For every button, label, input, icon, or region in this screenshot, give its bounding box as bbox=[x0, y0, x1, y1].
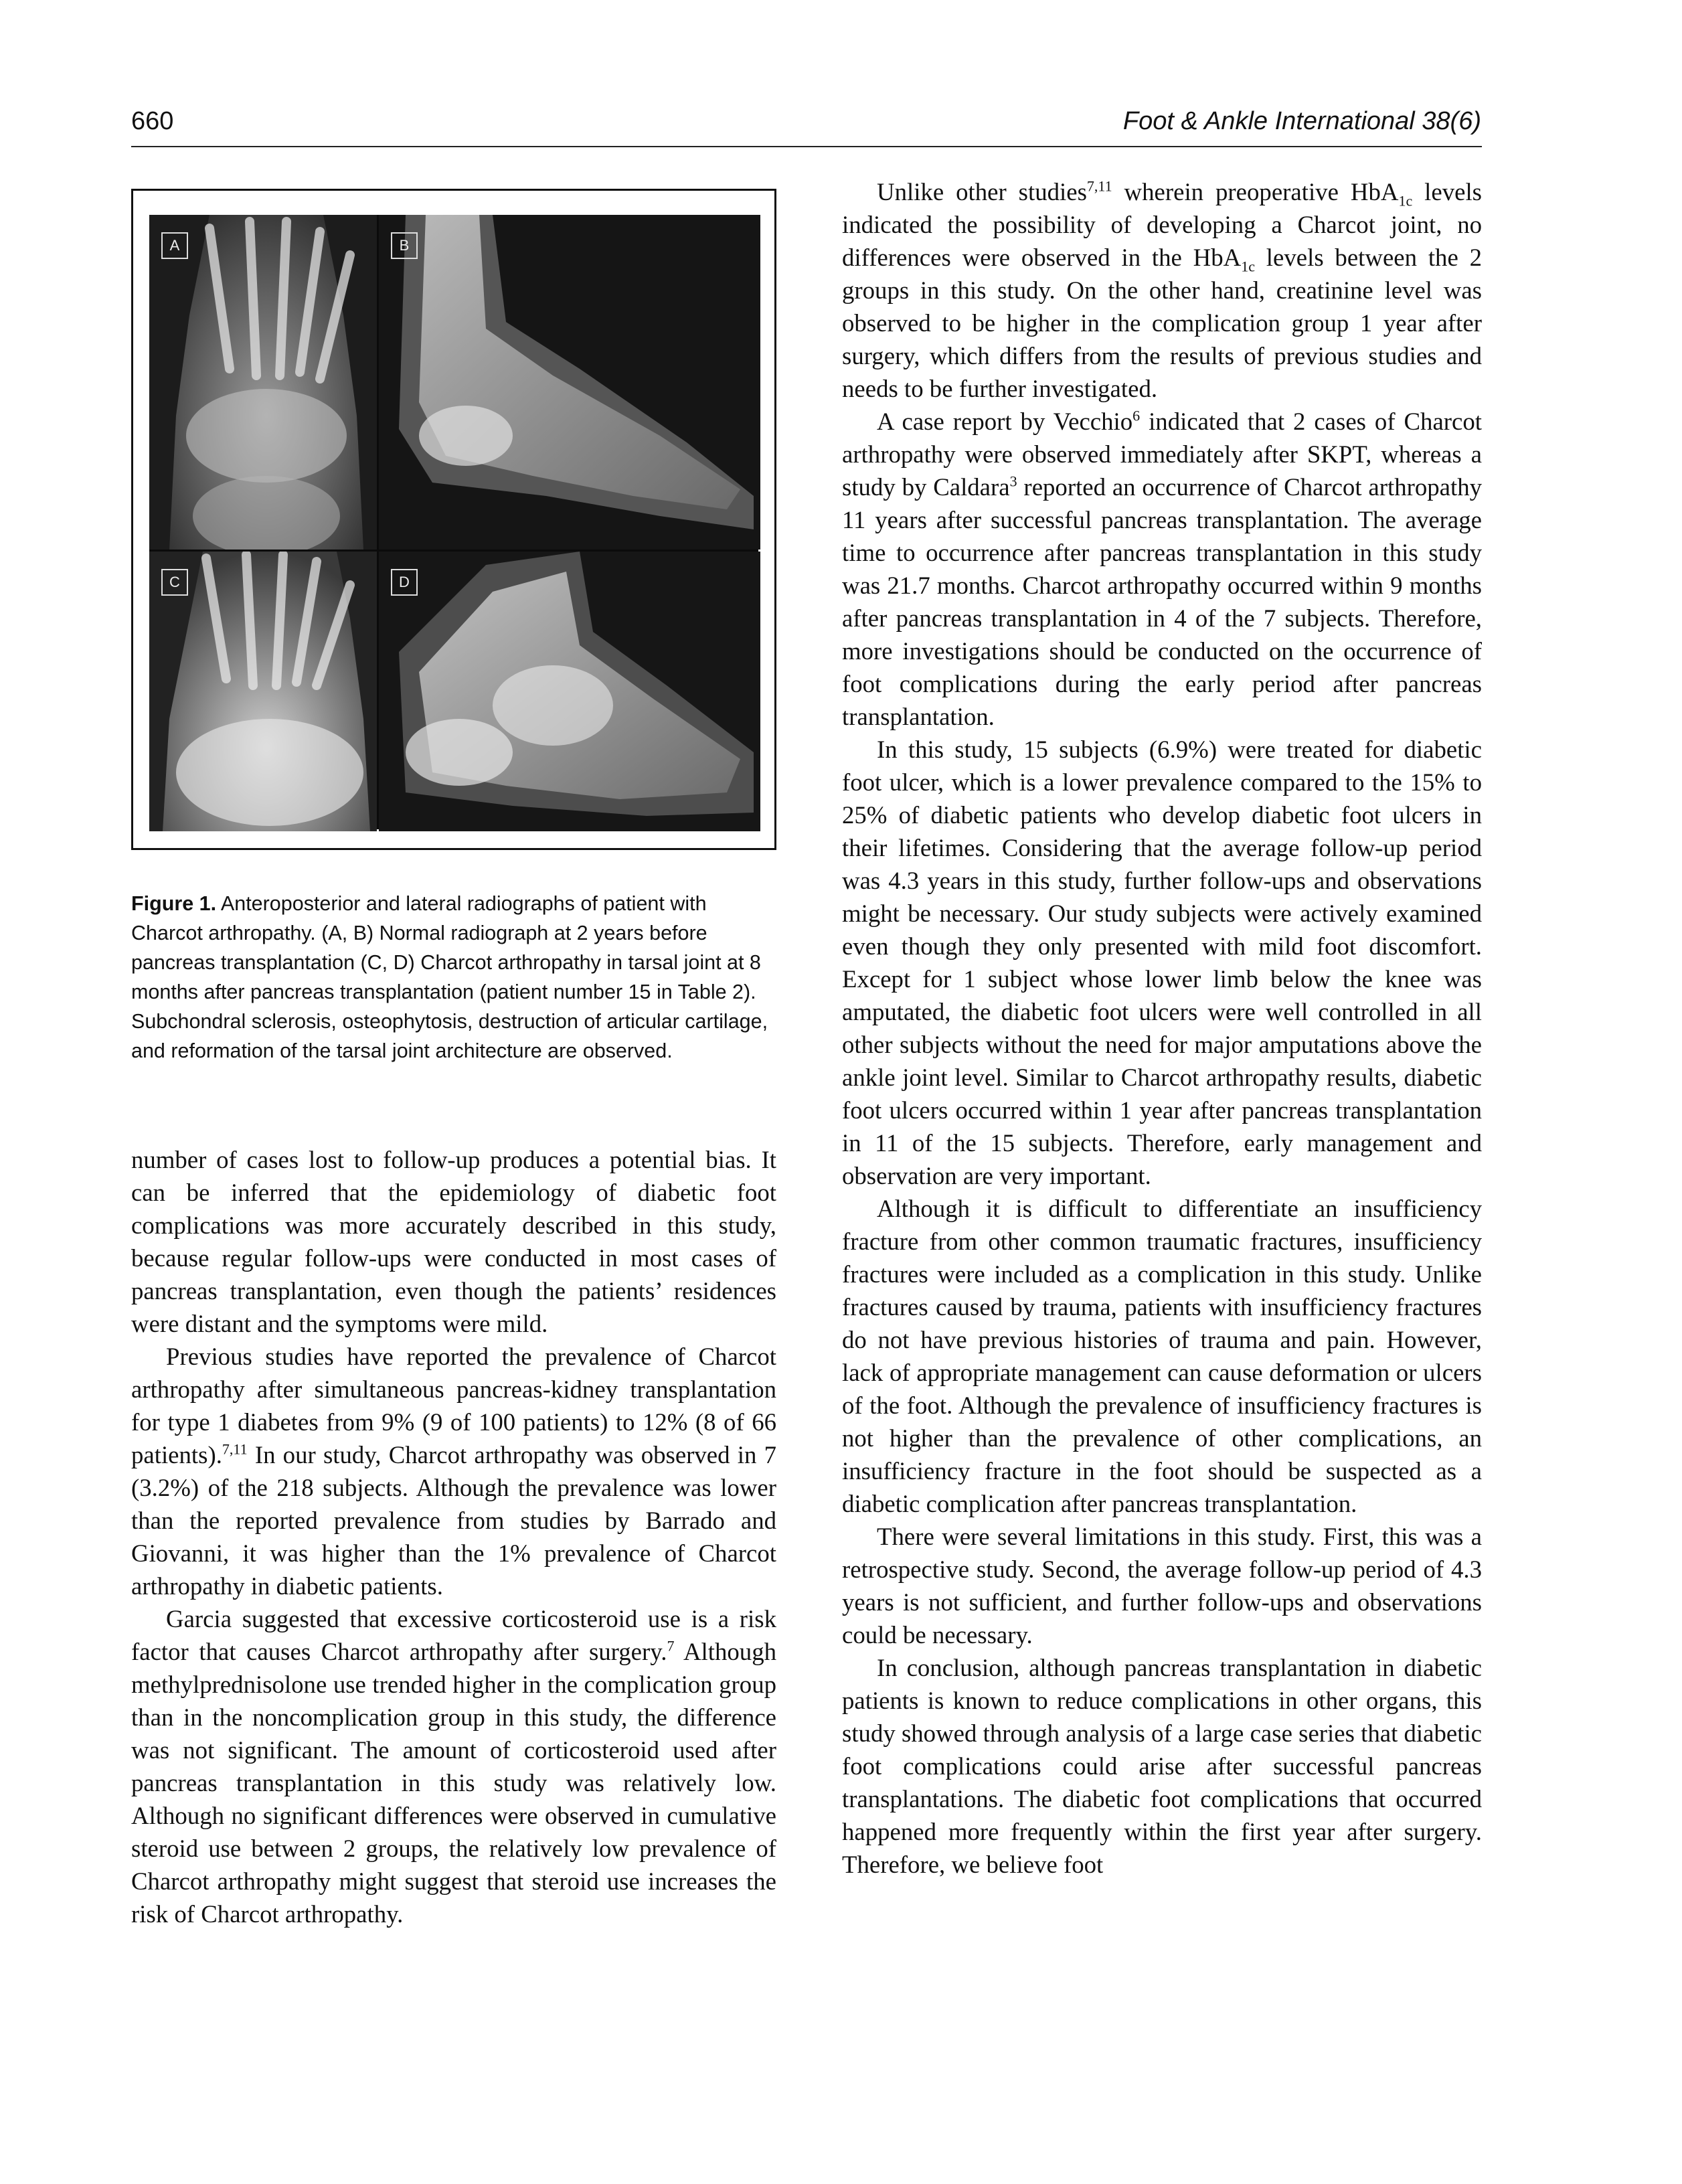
figure-caption bbox=[131, 889, 776, 1066]
radiograph-panel-c bbox=[149, 552, 377, 831]
caption-label: Figure 1. bbox=[131, 892, 217, 915]
header-rule bbox=[131, 146, 1482, 147]
left-paragraph-3: Garcia suggested that excessive corticosteroid use is a risk factor that causes Charcot arthropathy after surgery.$^7$ Although methylprednisolone use trended higher in the complication group than in the noncomplication group in this study, the difference was not significant. The amount of corticosteroid used after pancreas transplantation in this study was relatively low. Although no significant differences were observed in cumulative steroid use between 2 groups, the relatively low prevalence of Charcot arthropathy might suggest that steroid use increases the risk of Charcot arthropathy. bbox=[131, 1605, 776, 1928]
radiograph-image-a bbox=[149, 215, 377, 550]
caption-text: Anteroposterior and lateral radiographs of patient with Charcot arthropathy. (A, B) Normal radiograph at 2 years before pancreas transplantation (C, D) Charcot arthropathy in tarsal joint at 8 months after pancreas transplantation (patient number 15 in Table 2). Subchondral sclerosis, osteophytosis, destruction of articular cartilage, and reformation of the tarsal joint architecture are observed. bbox=[131, 892, 768, 1062]
radiograph-panel-a bbox=[149, 215, 377, 550]
right-paragraph-6: In conclusion, although pancreas transplantation in diabetic patients is known to reduce complications in other organs, this study showed through analysis of a large case series that diabetic foot complications could arise after successful pancreas transplantations. The diabetic foot complications that occurred happened more frequently within the first year after surgery. Therefore, we believe foot bbox=[842, 1654, 1482, 1878]
radiograph-panel-d bbox=[379, 552, 760, 831]
figure-1 bbox=[131, 189, 776, 850]
citation: 7 bbox=[667, 1637, 675, 1655]
panel-label-d: D bbox=[391, 569, 418, 596]
citation: 7,11 bbox=[1086, 177, 1112, 195]
panel-label-a: A bbox=[161, 232, 188, 259]
citation: 7,11 bbox=[222, 1440, 248, 1458]
radiograph-panel-b bbox=[379, 215, 760, 550]
radiograph-image-d bbox=[379, 552, 760, 831]
citation: 6 bbox=[1132, 407, 1141, 424]
journal-title: Foot & Ankle International 38(6) bbox=[1122, 107, 1481, 135]
right-paragraph-4: Although it is difficult to differentiate an insufficiency fracture from other common traumatic fractures, insufficiency fractures were included as a complication in this study. Unlike fractures caused by trauma, patients with insufficiency fractures do not have previous histories of trauma and pain. However, lack of appropriate management can cause deformation or ulcers of the foot. Although the prevalence of insufficiency fractures is not higher than the prevalence of other complications, an insufficiency fracture in the foot should be suspected as a diabetic complication after pancreas transplantation. bbox=[842, 1195, 1482, 1517]
radiograph-image-b bbox=[379, 215, 760, 550]
left-paragraph-1: number of cases lost to follow-up produces a potential bias. It can be inferred that the epidemiology of diabetic foot complications was more accurately described in this study, because regular follow-ups were conducted in most cases of pancreas transplantation, even though the patients’ residences were distant and the symptoms were mild. bbox=[131, 1146, 776, 1337]
panel-label-c: C bbox=[161, 569, 188, 596]
right-paragraph-3: In this study, 15 subjects (6.9%) were treated for diabetic foot ulcer, which is a lower prevalence compared to the 15% to 25% of diabetic patients who develop diabetic foot ulcers in their lifetimes. Considering that the average follow-up period was 4.3 years in this study, further follow-ups and observations might be necessary. Our study subjects were actively examined even though they only presented with mild foot discomfort. Except for 1 subject whose lower limb below the knee was amputated, the diabetic foot ulcers were well controlled in all other subjects without the need for major amputations above the ankle joint level. Similar to Charcot arthropathy results, diabetic foot ulcers occurred within 1 year after pancreas transplantation in 11 of the 15 subjects. Therefore, early management and observation are very important. bbox=[842, 736, 1482, 1189]
left-column bbox=[131, 1143, 776, 1930]
citation: 3 bbox=[1009, 473, 1017, 490]
page-number: 660 bbox=[131, 107, 174, 135]
right-paragraph-1: Unlike other studies$^{7,11}$ wherein preoperative HbA$_{1c}$ levels indicated the possibility of developing a Charcot joint, no differences were observed in the HbA$_{1c}$ levels between the 2 groups in this study. On the other hand, creatinine level was observed to be higher in the complication group 1 year after surgery, which differs from the results of previous studies and needs to be further investigated. bbox=[842, 177, 1482, 402]
radiograph-grid bbox=[149, 215, 758, 829]
right-paragraph-5: There were several limitations in this study. First, this was a retrospective study. Second, the average follow-up period of 4.3 years is not sufficient, and further follow-ups and observations could be necessary. bbox=[842, 1523, 1482, 1649]
right-column bbox=[842, 175, 1482, 1881]
right-paragraph-2: A case report by Vecchio$^6$ indicated that 2 cases of Charcot arthropathy were observed immediately after SKPT, whereas a study by Caldara$^3$ reported an occurrence of Charcot arthropathy 11 years after successful pancreas transplantation. The average time to occurrence after pancreas transplantation in this study was 21.7 months. Charcot arthropathy occurred within 9 months after pancreas transplantation in 4 of the 7 subjects. Therefore, more investigations should be conducted on the occurrence of foot complications during the early period after pancreas transplantation. bbox=[842, 407, 1482, 730]
panel-label-b: B bbox=[391, 232, 418, 259]
left-paragraph-2: Previous studies have reported the prevalence of Charcot arthropathy after simultaneous pancreas-kidney transplantation for type 1 diabetes from 9% (9 of 100 patients) to 12% (8 of 66 patients).$^{7,11}$ In our study, Charcot arthropathy was observed in 7 (3.2%) of the 218 subjects. Although the prevalence was lower than the reported prevalence from studies by Barrado and Giovanni, it was higher than the 1% prevalence of Charcot arthropathy in diabetic patients. bbox=[131, 1343, 776, 1600]
